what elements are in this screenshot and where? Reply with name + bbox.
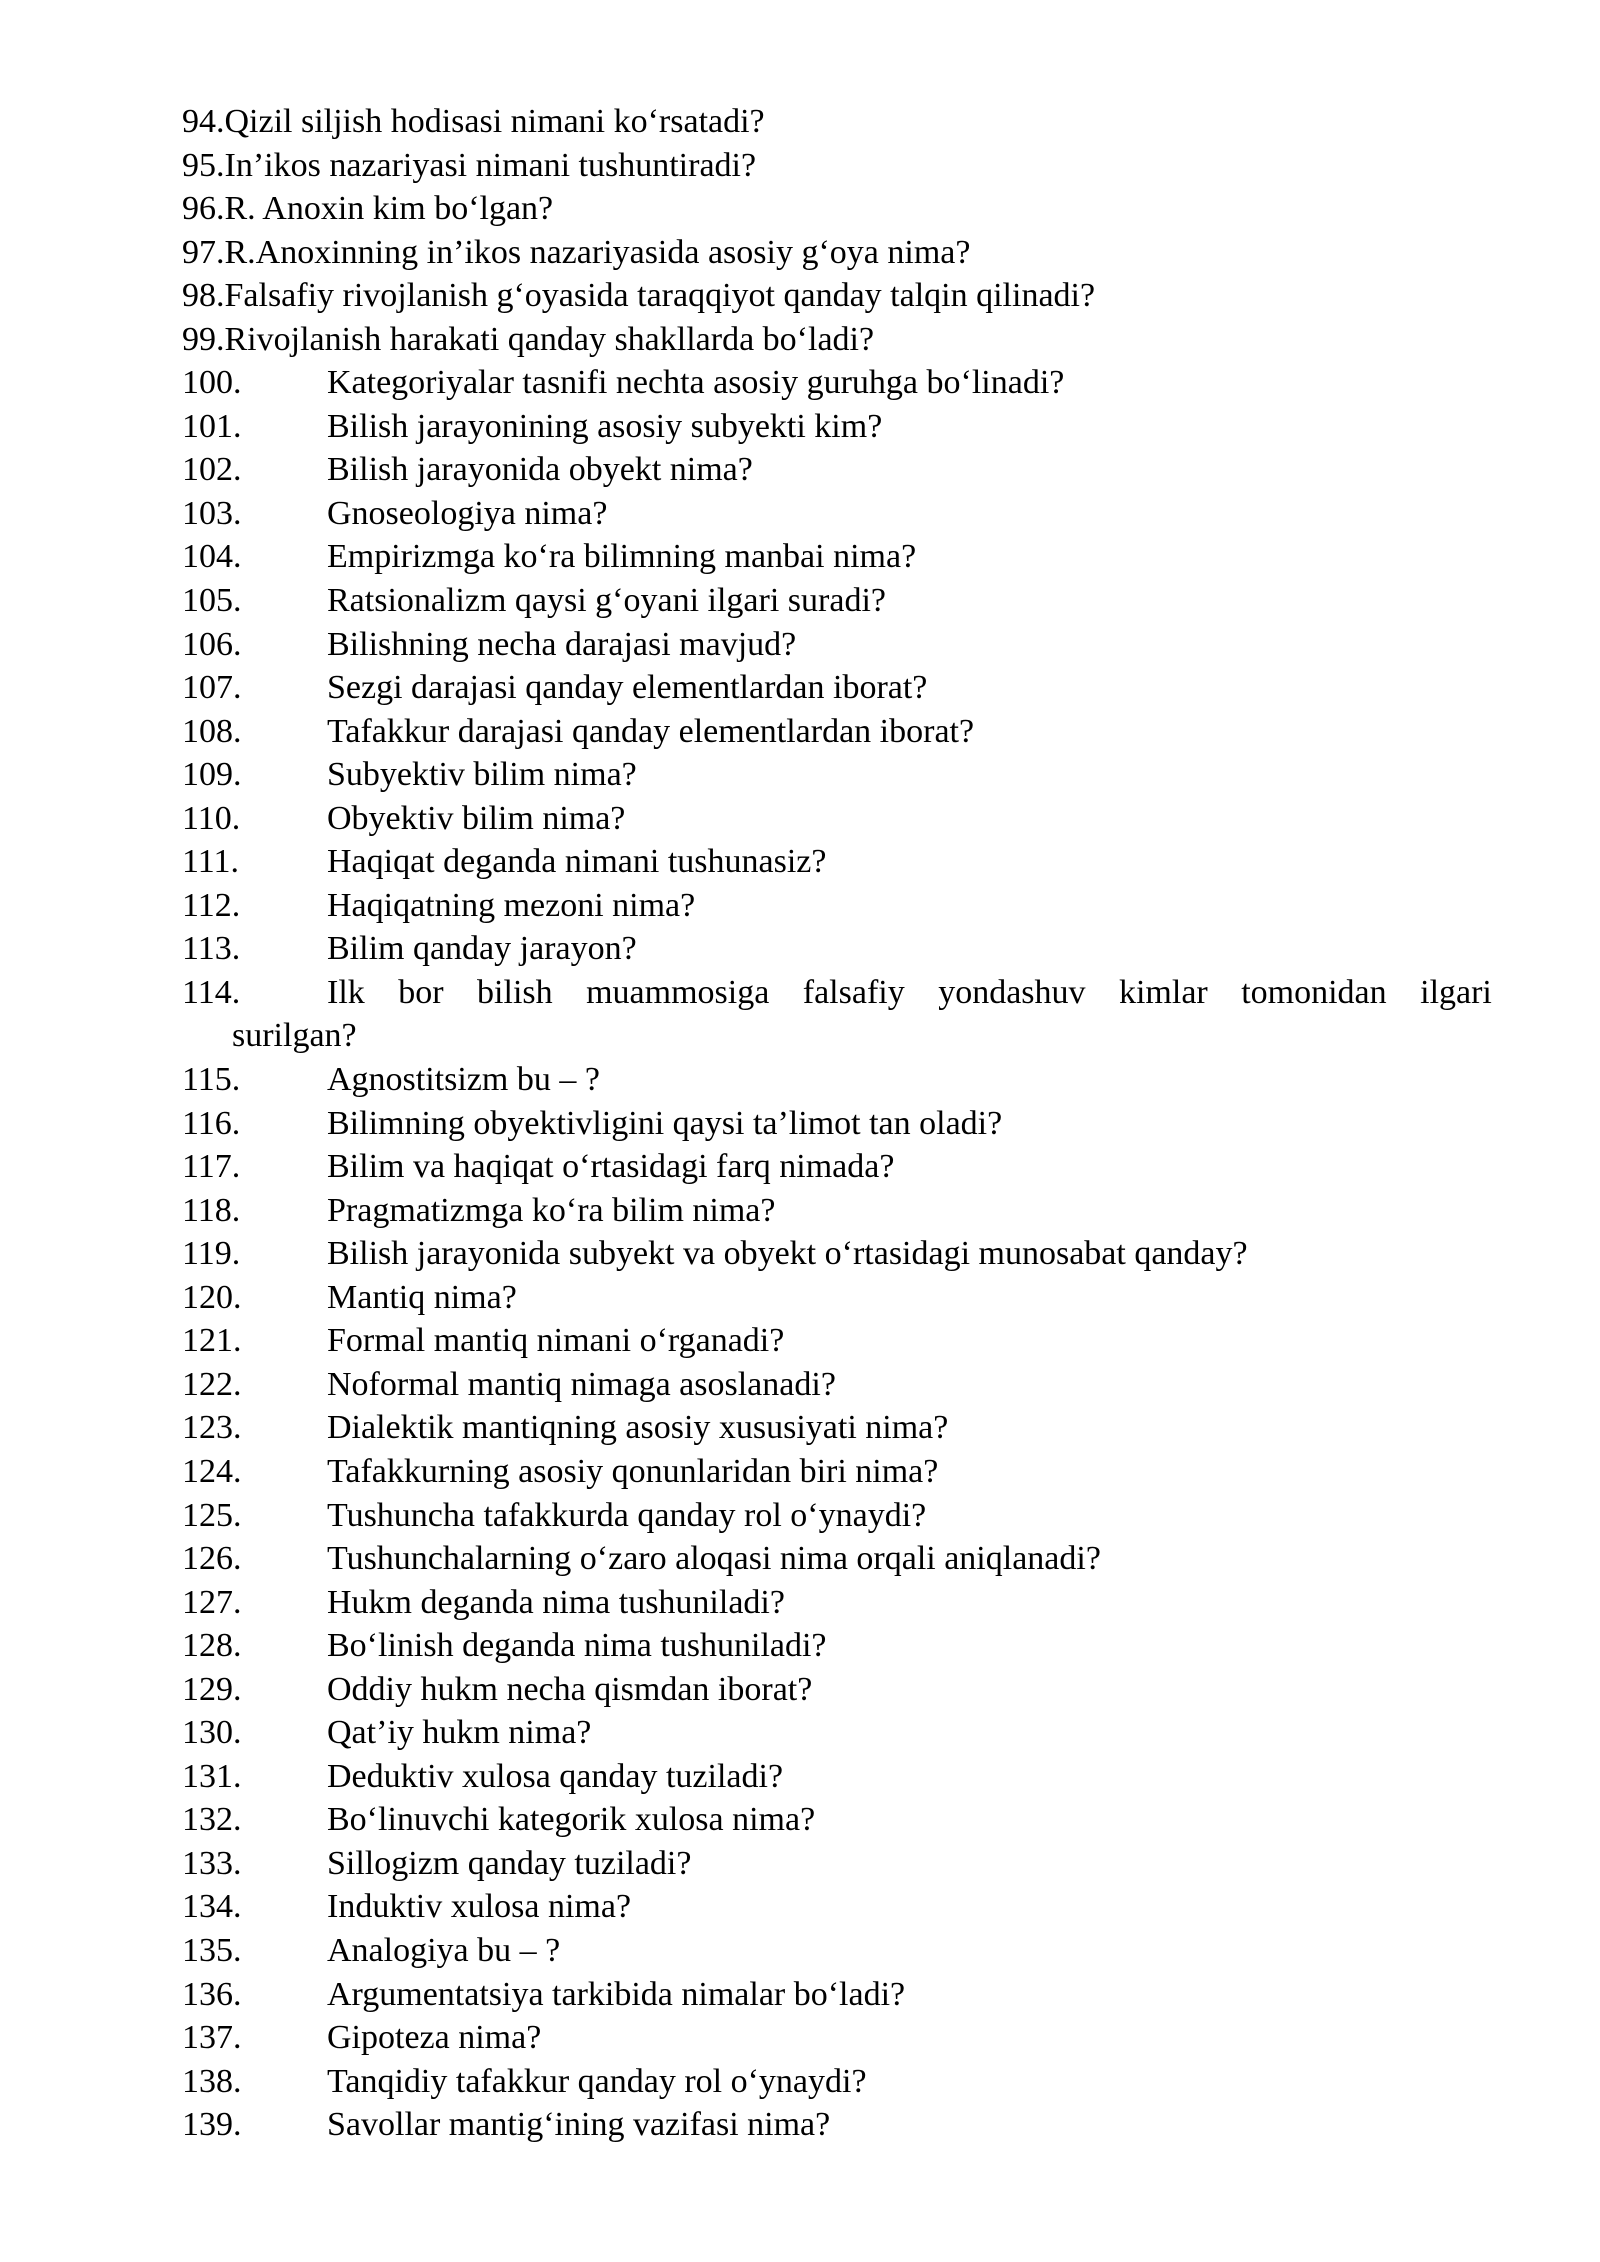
item-text: Bo‘linuvchi kategorik xulosa nima?	[327, 1801, 816, 1839]
list-item	[182, 1494, 1492, 1538]
item-text: Tafakkurning asosiy qonunlaridan biri nima?	[327, 1452, 939, 1490]
item-number: 107.	[182, 669, 242, 707]
list-item	[182, 710, 1492, 754]
question-list	[182, 100, 1492, 2147]
item-number: 99.	[182, 320, 225, 358]
list-item	[182, 231, 1492, 275]
item-text: In’ikos nazariyasi nimani tushuntiradi?	[224, 146, 757, 184]
item-text: Oddiy hukm necha qismdan iborat?	[327, 1670, 813, 1708]
item-number: 116.	[182, 1104, 241, 1142]
item-word: tomonidan	[1241, 973, 1387, 1011]
item-text: Bilim va haqiqat o‘rtasidagi farq nimada?	[327, 1148, 895, 1186]
item-number: 125.	[182, 1496, 242, 1534]
item-word: Ilk	[327, 973, 365, 1011]
list-item	[182, 1798, 1492, 1842]
item-text: Savollar mantig‘ining vazifasi nima?	[327, 2106, 831, 2144]
item-text: Subyektiv bilim nima?	[327, 756, 637, 794]
list-item	[182, 1842, 1492, 1886]
item-text: Ratsionalizm qaysi g‘oyani ilgari suradi?	[327, 582, 886, 620]
item-number: 124.	[182, 1452, 242, 1490]
item-text: Analogiya bu – ?	[327, 1931, 561, 1969]
item-number: 95.	[182, 146, 225, 184]
list-item	[182, 2060, 1492, 2104]
item-number: 127.	[182, 1583, 242, 1621]
item-number: 104.	[182, 538, 242, 576]
item-number: 115.	[182, 1061, 241, 1099]
item-number: 128.	[182, 1627, 242, 1665]
item-number: 106.	[182, 625, 242, 663]
list-item	[182, 1406, 1492, 1450]
item-text: Agnostitsizm bu – ?	[327, 1061, 600, 1099]
item-text: Haqiqatning mezoni nima?	[327, 886, 696, 924]
list-item	[182, 1319, 1492, 1363]
item-number: 112.	[182, 886, 241, 924]
list-item	[182, 144, 1492, 188]
list-item	[182, 1363, 1492, 1407]
list-item	[182, 1189, 1492, 1233]
item-number: 111.	[182, 843, 239, 881]
item-number: 123.	[182, 1409, 242, 1447]
list-item	[182, 1668, 1492, 1712]
item-word: kimlar	[1118, 973, 1208, 1011]
item-text: Falsafiy rivojlanish g‘oyasida taraqqiyot qanday talqin qilinadi?	[224, 277, 1096, 315]
item-word: muammosiga	[586, 973, 770, 1011]
item-line-1	[182, 971, 1492, 1015]
item-text: Gnoseologiya nima?	[327, 494, 608, 532]
item-number: 103.	[182, 494, 242, 532]
item-number: 98.	[182, 277, 225, 315]
item-text: Hukm deganda nima tushuniladi?	[327, 1583, 785, 1621]
list-item	[182, 1929, 1492, 1973]
list-item	[182, 797, 1492, 841]
item-text: Kategoriyalar tasnifi nechta asosiy guruhga bo‘linadi?	[327, 364, 1065, 402]
item-number: 118.	[182, 1191, 241, 1229]
list-item	[182, 1581, 1492, 1625]
list-item	[182, 1145, 1492, 1189]
item-text: Tushuncha tafakkurda qanday rol o‘ynaydi?	[327, 1496, 927, 1534]
item-number: 120.	[182, 1278, 242, 1316]
item-number: 101.	[182, 407, 242, 445]
item-text: Sezgi darajasi qanday elementlardan iborat?	[327, 669, 928, 707]
item-text: Sillogizm qanday tuziladi?	[327, 1844, 692, 1882]
item-number: 126.	[182, 1540, 242, 1578]
list-item	[182, 623, 1492, 667]
list-item	[182, 1102, 1492, 1146]
item-text: Induktiv xulosa nima?	[327, 1888, 632, 1926]
list-item	[182, 492, 1492, 536]
item-text: Mantiq nima?	[327, 1278, 517, 1316]
item-number: 108.	[182, 712, 242, 750]
item-number: 96.	[182, 190, 225, 228]
item-text: Bilishning necha darajasi mavjud?	[327, 625, 797, 663]
item-number: 131.	[182, 1757, 242, 1795]
list-item	[182, 579, 1492, 623]
item-text: Bilim qanday jarayon?	[327, 930, 637, 968]
list-item	[182, 1232, 1492, 1276]
list-item	[182, 1624, 1492, 1668]
item-text: Tanqidiy tafakkur qanday rol o‘ynaydi?	[327, 2062, 867, 2100]
item-word: falsafiy	[802, 973, 905, 1011]
item-text: Qat’iy hukm nima?	[327, 1714, 592, 1752]
item-text: Bilish jarayonida obyekt nima?	[327, 451, 753, 489]
list-item	[182, 405, 1492, 449]
item-text: Qizil siljish hodisasi nimani ko‘rsatadi?	[224, 103, 765, 140]
item-text: Obyektiv bilim nima?	[327, 799, 626, 837]
item-number: 121.	[182, 1322, 242, 1360]
list-item	[182, 1973, 1492, 2017]
item-text: Pragmatizmga ko‘ra bilim nima?	[327, 1191, 776, 1229]
item-word: bor	[398, 973, 444, 1011]
item-number: 110.	[182, 799, 241, 837]
item-number: 100.	[182, 364, 242, 402]
item-text: Bo‘linish deganda nima tushuniladi?	[327, 1627, 827, 1665]
item-text: Rivojlanish harakati qanday shakllarda bo‘ladi?	[224, 320, 875, 358]
list-item	[182, 840, 1492, 884]
item-word: bilish	[477, 973, 553, 1011]
item-text: Tushunchalarning o‘zaro aloqasi nima orqali aniqlanadi?	[327, 1540, 1101, 1578]
item-number: 102.	[182, 451, 242, 489]
list-item	[182, 2103, 1492, 2147]
item-number: 135.	[182, 1931, 242, 1969]
list-item	[182, 971, 1492, 1058]
list-item	[182, 318, 1492, 362]
item-number: 138.	[182, 2062, 242, 2100]
item-text: R.Anoxinning in’ikos nazariyasida asosiy g‘oya nima?	[224, 233, 971, 271]
list-item	[182, 535, 1492, 579]
item-text: Dialektik mantiqning asosiy xususiyati nima?	[327, 1409, 949, 1447]
item-text: Argumentatsiya tarkibida nimalar bo‘ladi?	[327, 1975, 906, 2013]
item-text: Bilish jarayonining asosiy subyekti kim?	[327, 407, 883, 445]
list-item	[182, 187, 1492, 231]
list-item	[182, 100, 1492, 144]
item-number: 132.	[182, 1801, 242, 1839]
item-number: 119.	[182, 1235, 241, 1273]
item-number: 105.	[182, 582, 242, 620]
item-number: 114.	[182, 973, 241, 1011]
item-number: 94.	[182, 103, 225, 140]
item-number: 122.	[182, 1365, 242, 1403]
list-item	[182, 1058, 1492, 1102]
item-number: 136.	[182, 1975, 242, 2013]
item-number: 129.	[182, 1670, 242, 1708]
item-number: 137.	[182, 2019, 242, 2057]
list-item	[182, 1755, 1492, 1799]
list-item	[182, 1711, 1492, 1755]
item-number: 117.	[182, 1148, 241, 1186]
list-item	[182, 1450, 1492, 1494]
item-text: Bilimning obyektivligini qaysi ta’limot tan oladi?	[327, 1104, 1003, 1142]
item-text: R. Anoxin kim bo‘lgan?	[224, 190, 554, 228]
list-item	[182, 448, 1492, 492]
item-text: Haqiqat deganda nimani tushunasiz?	[327, 843, 827, 881]
list-item	[182, 666, 1492, 710]
item-number: 109.	[182, 756, 242, 794]
list-item	[182, 884, 1492, 928]
list-item	[182, 2016, 1492, 2060]
item-number: 97.	[182, 233, 225, 271]
item-text: Formal mantiq nimani o‘rganadi?	[327, 1322, 785, 1360]
item-word: yondashuv	[938, 973, 1086, 1011]
item-number: 113.	[182, 930, 241, 968]
item-number: 133.	[182, 1844, 242, 1882]
item-text-line-1	[327, 971, 1492, 1015]
list-item	[182, 361, 1492, 405]
list-item	[182, 1885, 1492, 1929]
item-text: Noformal mantiq nimaga asoslanadi?	[327, 1365, 836, 1403]
item-text: Gipoteza nima?	[327, 2019, 542, 2057]
item-number: 130.	[182, 1714, 242, 1752]
list-item	[182, 274, 1492, 318]
item-text: Tafakkur darajasi qanday elementlardan iborat?	[327, 712, 975, 750]
list-item	[182, 753, 1492, 797]
item-number: 134.	[182, 1888, 242, 1926]
item-number: 139.	[182, 2106, 242, 2144]
list-item	[182, 1276, 1492, 1320]
list-item	[182, 1537, 1492, 1581]
item-text: Deduktiv xulosa qanday tuziladi?	[327, 1757, 784, 1795]
item-text-line-2: surilgan?	[232, 1017, 357, 1055]
item-text: Bilish jarayonida subyekt va obyekt o‘rtasidagi munosabat qanday?	[327, 1235, 1248, 1273]
list-item	[182, 927, 1492, 971]
item-word: ilgari	[1420, 973, 1492, 1011]
item-text: Empirizmga ko‘ra bilimning manbai nima?	[327, 538, 917, 576]
